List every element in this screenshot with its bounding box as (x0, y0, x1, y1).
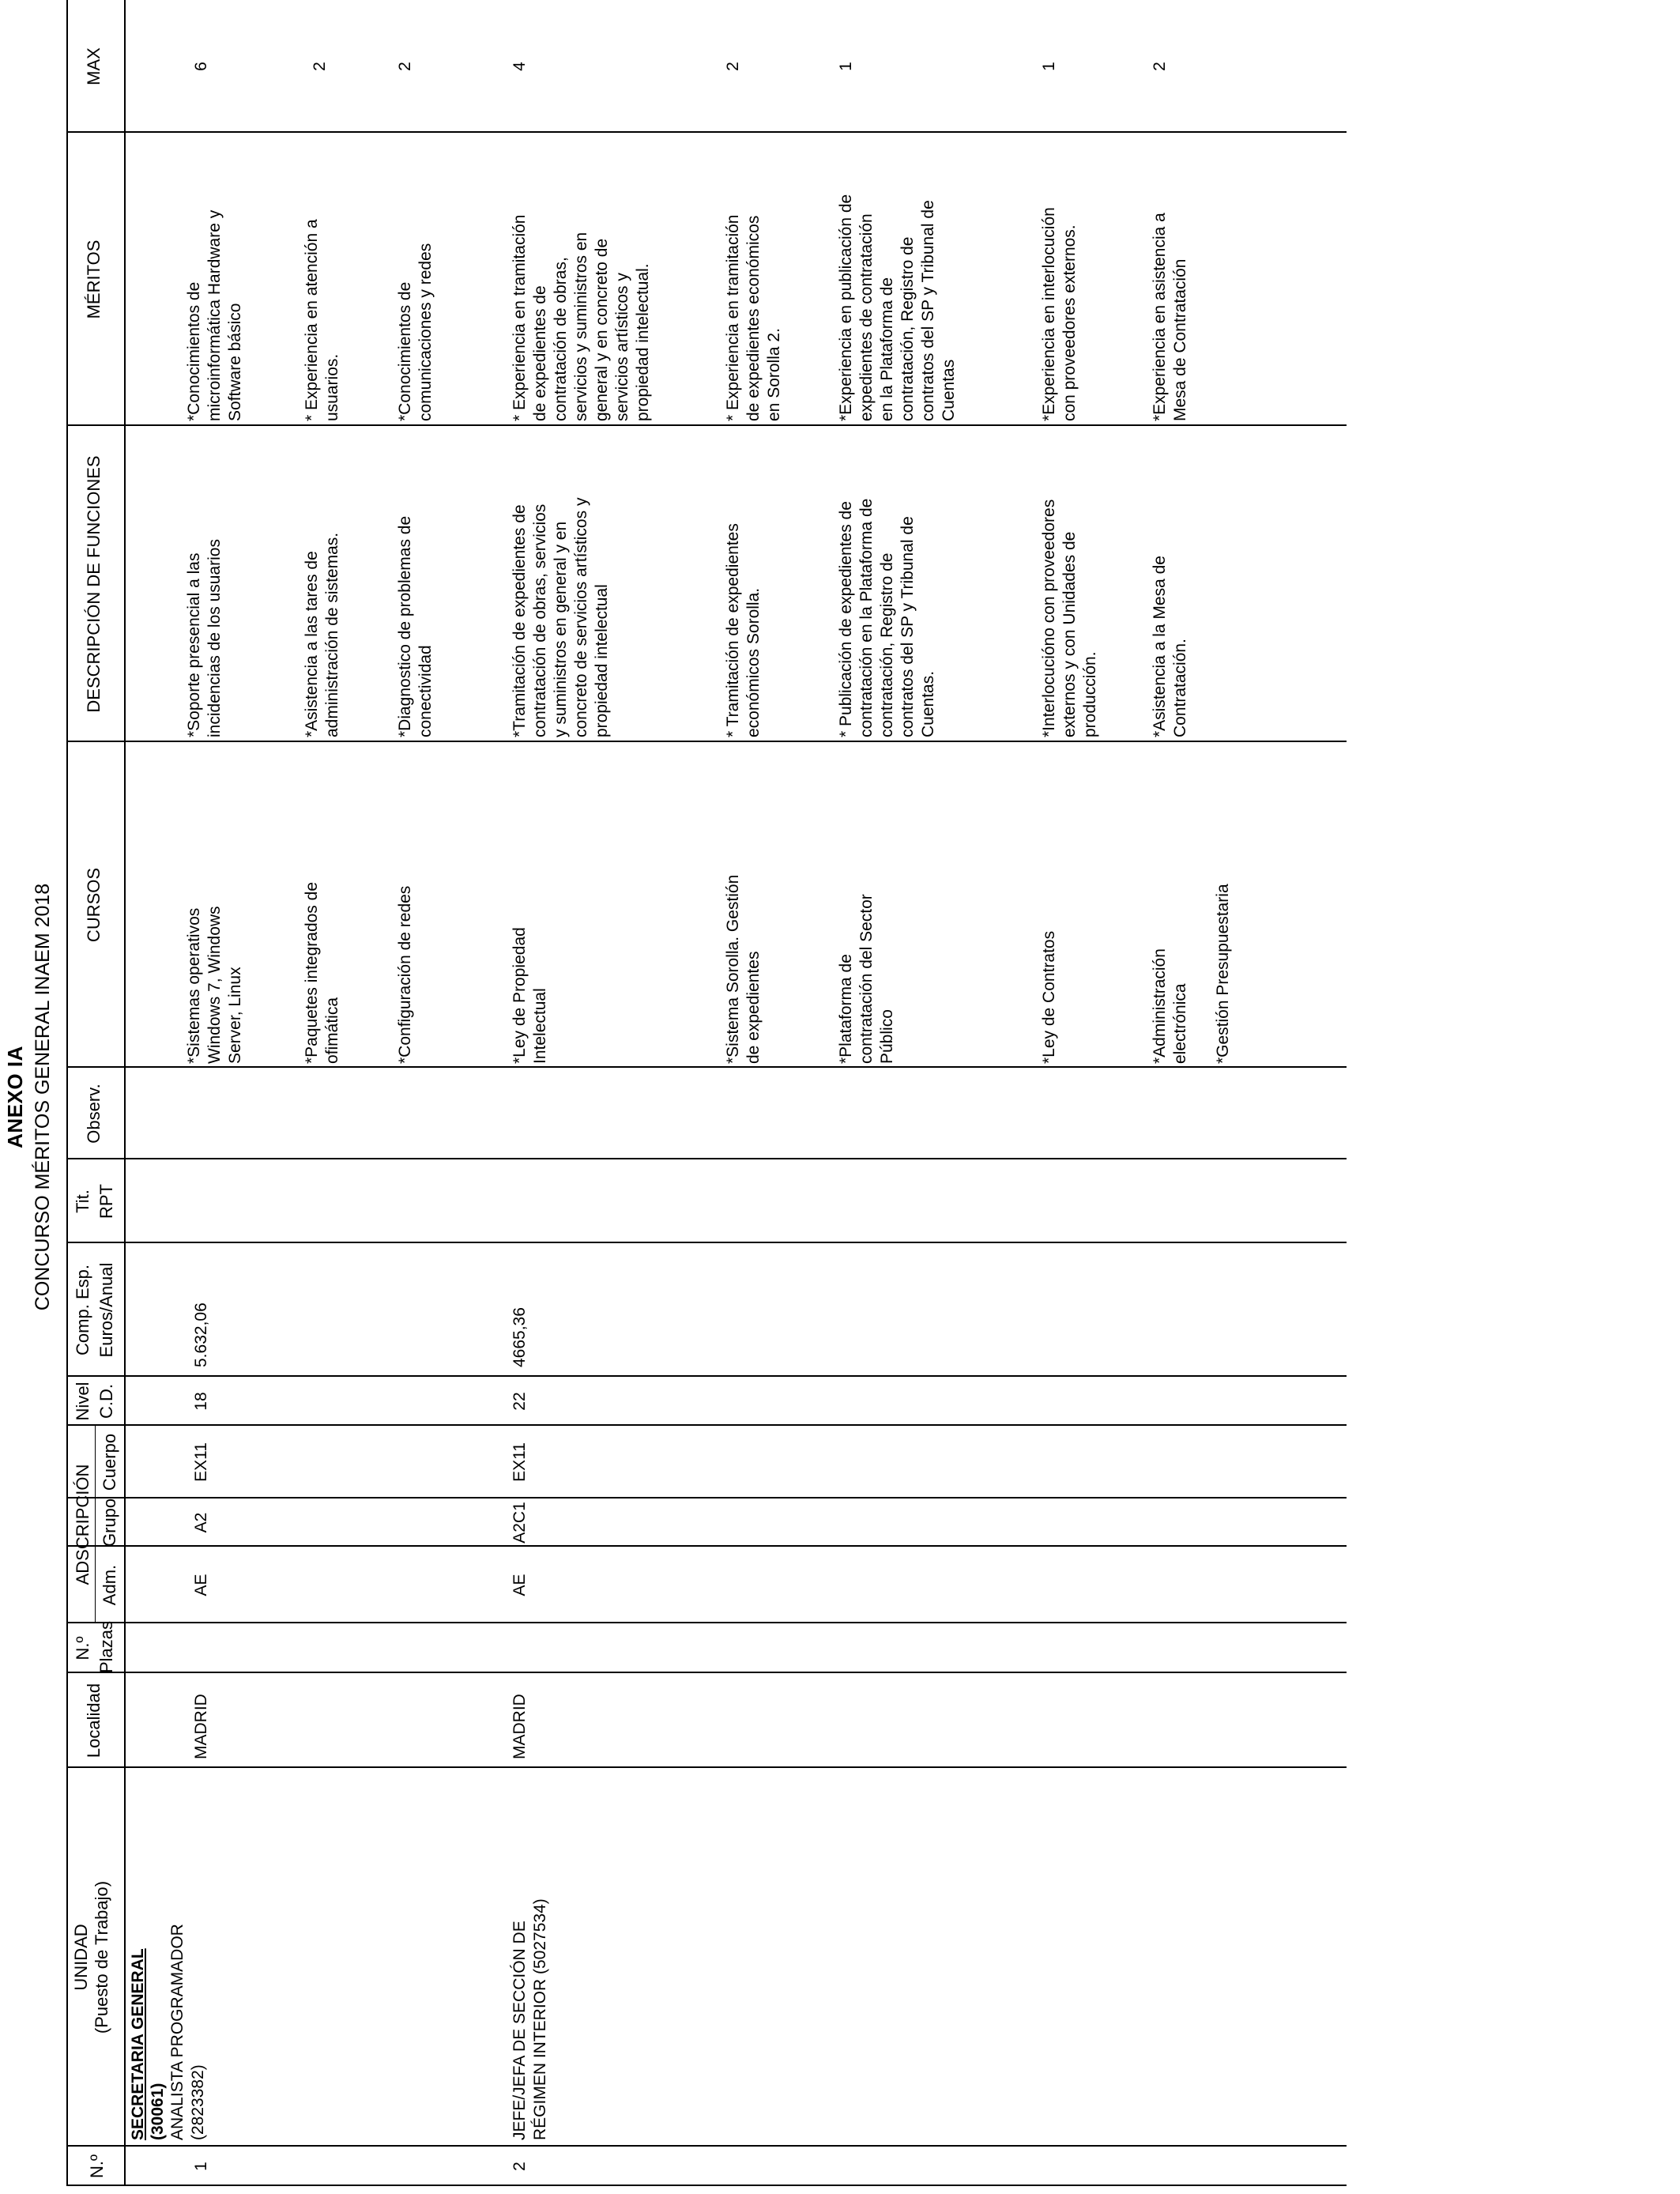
row2-item5-curso2: *Gestión Presupuestaria (1214, 884, 1232, 1064)
row2-item4-funcion: *Interlocucióno con proveedores externos y con Unidades de producción. (1040, 499, 1099, 737)
row2-item2-funcion: * Tramitación de expedientes económicos Sorolla. (724, 523, 763, 737)
row2-item5-curso: *Administración electrónica (1151, 948, 1189, 1064)
row1-item1-max: 6 (192, 62, 210, 71)
row2-grupo: A2C1 (510, 1502, 529, 1544)
row1-cuerpo: EX11 (192, 1442, 210, 1482)
col-line (66, 1672, 1347, 1673)
row2-item5-max: 2 (1151, 62, 1169, 71)
header-unidad-sub: (Puesto de Trabajo) (92, 1880, 111, 2034)
document-subtitle: CONCURSO MÉRITOS GENERAL INAEM 2018 (32, 883, 54, 1311)
row2-item3-merito: *Experiencia en publicación de expedientes de contratación en la Plataforma de contratación, Registro de contratos del SP y Tribunal de Cuentas (837, 194, 958, 421)
col-line (66, 1545, 1347, 1547)
row1-item2-max: 2 (311, 62, 329, 71)
col-line (66, 1766, 1347, 1768)
header-bottom-border (124, 0, 126, 2186)
table-top-border (66, 0, 68, 2186)
header-tit-2: RPT (96, 1184, 116, 1219)
row2-item2-merito: * Experiencia en tramitación de expedientes económicos en Sorolla 2. (724, 214, 783, 421)
row2-item1-curso: *Ley de Propiedad Intelectual (510, 927, 549, 1064)
document-title: ANEXO IA (3, 1046, 27, 1148)
row1-adm: AE (192, 1574, 210, 1596)
row2-cuerpo: EX11 (510, 1442, 529, 1482)
header-meritos: MÉRITOS (84, 239, 104, 319)
header-cursos: CURSOS (84, 867, 104, 943)
header-descripcion: DESCRIPCIÓN DE FUNCIONES (84, 455, 104, 713)
col-line (66, 2145, 1347, 2147)
row2-item4-max: 1 (1040, 62, 1058, 71)
header-nivel-1: Nivel (73, 1382, 92, 1421)
header-grupo: Grupo (100, 1498, 119, 1547)
row1-item3-max: 2 (396, 62, 414, 71)
header-nivel-2: C.D. (96, 1384, 116, 1419)
row1-item1-curso: *Sistemas operativos Windows 7, Windows Server, Linux (185, 906, 244, 1064)
col-line (66, 2185, 1347, 2186)
row2-adm: AE (510, 1574, 529, 1596)
row2-item1-funcion: *Tramitación de expedientes de contratación de obras, servicios y suministros en general y en concreto de servicios artísticos y propiedad intelectual (510, 497, 611, 737)
row2-num: 2 (510, 2162, 529, 2171)
col-line (66, 1622, 1347, 1623)
header-max: MAX (84, 47, 104, 85)
col-line (66, 1158, 1347, 1159)
row1-localidad: MADRID (192, 1694, 210, 1759)
col-line (66, 1375, 1347, 1377)
row2-localidad: MADRID (510, 1694, 529, 1759)
row2-item2-curso: *Sistema Sorolla. Gestión de expedientes (724, 874, 763, 1064)
header-plazas-1: N.º (73, 1636, 92, 1661)
header-num: N.º (87, 2154, 107, 2179)
row2-item4-curso: *Ley de Contratos (1040, 930, 1058, 1064)
row2-item1-merito: * Experiencia en tramitación de expedientes de contratación de obras, servicios y suministros en general y en concreto de servicios artísticos y propiedad intelectual. (510, 214, 652, 421)
col-line (66, 424, 1347, 426)
header-unidad: UNIDAD (71, 1924, 91, 1991)
row2-item5-funcion: *Asistencia a la Mesa de Contratación. (1151, 556, 1189, 737)
header-adscripcion: ADSCRIPCIÓN (73, 1464, 92, 1585)
header-adm: Adm. (100, 1564, 119, 1606)
header-cuerpo: Cuerpo (100, 1433, 119, 1491)
header-plazas-2: Plazas (96, 1620, 116, 1673)
row1-item2-merito: * Experiencia en atención a usuarios. (303, 219, 341, 421)
header-tit-1: Tit. (73, 1189, 92, 1213)
row2-nivel: 22 (510, 1392, 529, 1411)
row1-item3-merito: *Conocimientos de comunicaciones y redes (396, 243, 435, 421)
row2-comp: 4665,36 (510, 1307, 529, 1367)
row2-item3-curso: *Plataforma de contratación del Sector Público (837, 894, 896, 1064)
header-comp-1: Comp. Esp. (73, 1265, 92, 1355)
row2-item3-funcion: * Publicación de expedientes de contratación en la Plataforma de contratación, Registro de contratos del SP y Tribunal de Cuentas. (837, 498, 937, 737)
row1-nivel: 18 (192, 1392, 210, 1411)
row1-item3-funcion: *Diagnostico de problemas de conectividad (396, 515, 435, 737)
row1-item1-merito: *Conocimientos de microinformática Hardware y Software básico (185, 209, 244, 421)
header-comp-2: Euros/Anual (96, 1262, 116, 1358)
col-line (66, 1242, 1347, 1243)
row1-item1-funcion: *Soporte presencial a las incidencias de los usuarios (185, 539, 224, 737)
row1-grupo: A2 (192, 1512, 210, 1533)
col-line (66, 1424, 1347, 1426)
col-line (66, 1497, 1347, 1498)
row2-item4-merito: *Experiencia en interlocución con proveedores externos. (1040, 207, 1079, 421)
row2-puesto: JEFE/JEFA DE SECCIÓN DE RÉGIMEN INTERIOR (5027534) (510, 1898, 549, 2140)
col-line (66, 741, 1347, 742)
col-line (66, 1066, 1347, 1068)
section-code: (30061) (149, 2083, 167, 2140)
section-name: SECRETARIA GENERAL (129, 1948, 147, 2140)
row1-comp: 5.632,06 (192, 1302, 210, 1367)
adscripcion-subrule (95, 1426, 96, 1623)
row1-item3-curso: *Configuración de redes (396, 885, 414, 1064)
row2-item5-merito: *Experiencia en asistencia a Mesa de Contratación (1151, 213, 1189, 421)
row1-item2-curso: *Paquetes integrados de ofimática (303, 881, 341, 1064)
row2-item2-max: 2 (724, 62, 742, 71)
row1-num: 1 (192, 2162, 210, 2171)
row2-item1-max: 4 (510, 62, 529, 71)
row1-puesto: ANALISTA PROGRAMADOR (2823382) (168, 1924, 207, 2140)
header-localidad: Localidad (84, 1683, 104, 1759)
row2-item3-max: 1 (837, 62, 855, 71)
header-observ: Observ. (84, 1084, 104, 1144)
row1-item2-funcion: *Asistencia a las tares de administración de sistemas. (303, 532, 341, 737)
